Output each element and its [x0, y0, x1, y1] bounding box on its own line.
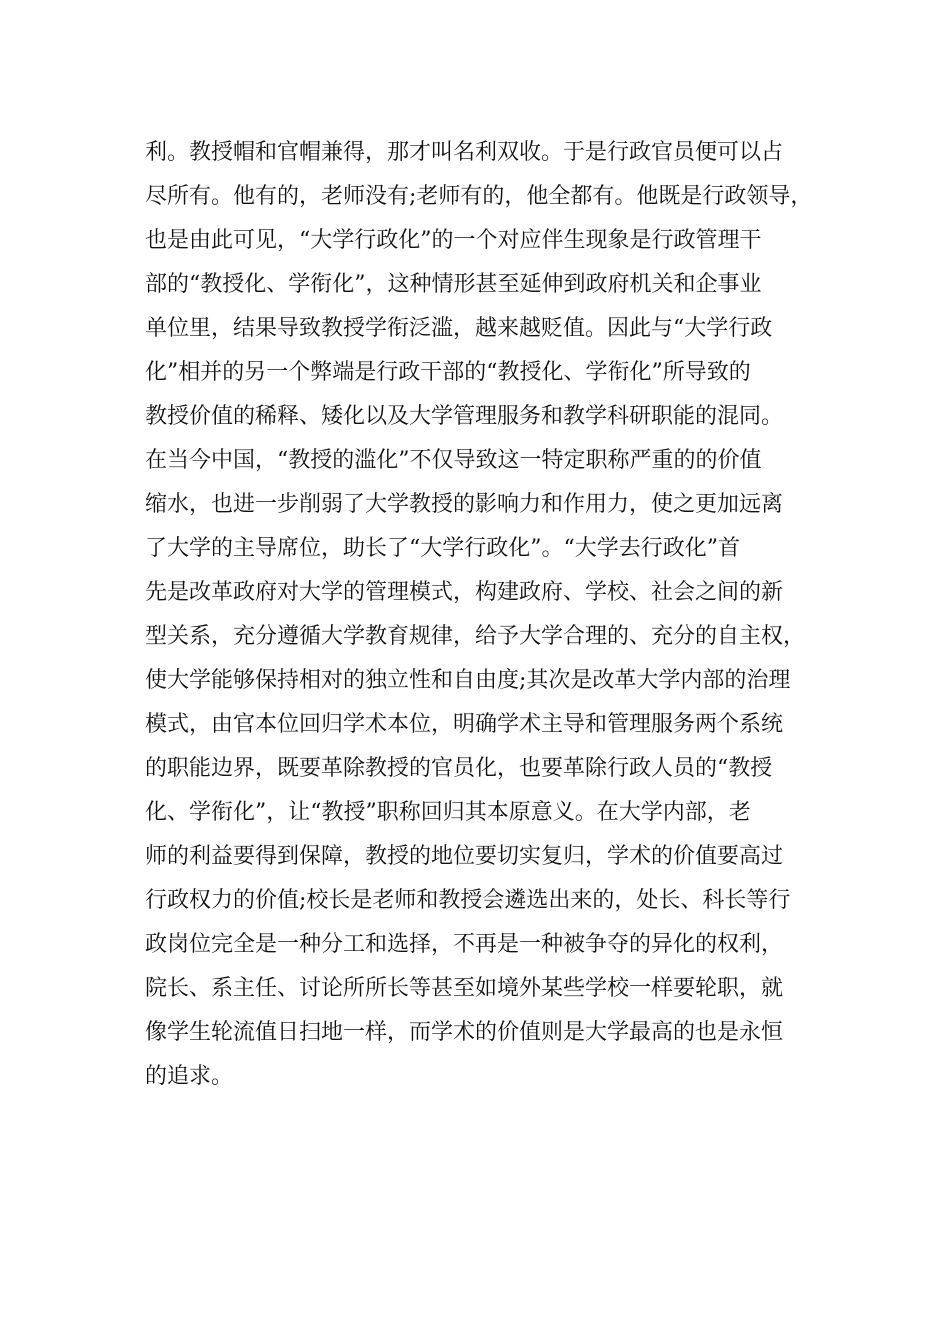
text-line: 利。教授帽和官帽兼得，那才叫名利双收。于是行政官员便可以占 [145, 140, 784, 165]
text-line: 师的利益要得到保障，教授的地位要切实复归，学术的价值要高过 [145, 844, 784, 869]
text-line: 在当今中国，“教授的滥化”不仅导致这一特定职称严重的的价值 [145, 448, 762, 473]
text-line: 教授价值的稀释、矮化以及大学管理服务和教学科研职能的混同。 [145, 404, 784, 429]
text-line: 的追求。 [145, 1064, 234, 1089]
text-line: 政岗位完全是一种分工和选择，不再是一种被争夺的异化的权利， [145, 932, 784, 957]
text-line: 型关系，充分遵循大学教育规律，给予大学合理的、充分的自主权， [145, 624, 806, 649]
text-line: 也是由此可见，“大学行政化”的一个对应伴生现象是行政管理干 [145, 228, 762, 253]
text-line: 像学生轮流值日扫地一样，而学术的价值则是大学最高的也是永恒 [145, 1020, 784, 1045]
text-line: 化”相并的另一个弊端是行政干部的“教授化、学衔化”所导致的 [145, 360, 751, 385]
text-line: 院长、系主任、讨论所所长等甚至如境外某些学校一样要轮职，就 [145, 976, 784, 1001]
text-line: 的职能边界，既要革除教授的官员化，也要革除行政人员的“教授 [145, 756, 773, 781]
text-line: 尽所有。他有的，老师没有;老师有的，他全都有。他既是行政领导， [145, 184, 813, 209]
text-line: 部的“教授化、学衔化”，这种情形甚至延伸到政府机关和企事业 [145, 272, 762, 297]
text-line: 先是改革政府对大学的管理模式，构建政府、学校、社会之间的新 [145, 580, 784, 605]
text-line: 了大学的主导席位，助长了“大学行政化”。“大学去行政化”首 [145, 536, 740, 561]
body-text [145, 131, 845, 1099]
text-line: 使大学能够保持相对的独立性和自由度;其次是改革大学内部的治理 [145, 668, 791, 693]
text-line: 缩水，也进一步削弱了大学教授的影响力和作用力，使之更加远离 [145, 492, 784, 517]
text-line: 行政权力的价值;校长是老师和教授会遴选出来的，处长、科长等行 [145, 888, 791, 913]
text-line: 模式，由官本位回归学术本位，明确学术主导和管理服务两个系统 [145, 712, 784, 737]
text-line: 化、学衔化”，让“教授”职称回归其本原意义。在大学内部，老 [145, 800, 751, 825]
text-line: 单位里，结果导致教授学衔泛滥，越来越贬值。因此与“大学行政 [145, 316, 773, 341]
